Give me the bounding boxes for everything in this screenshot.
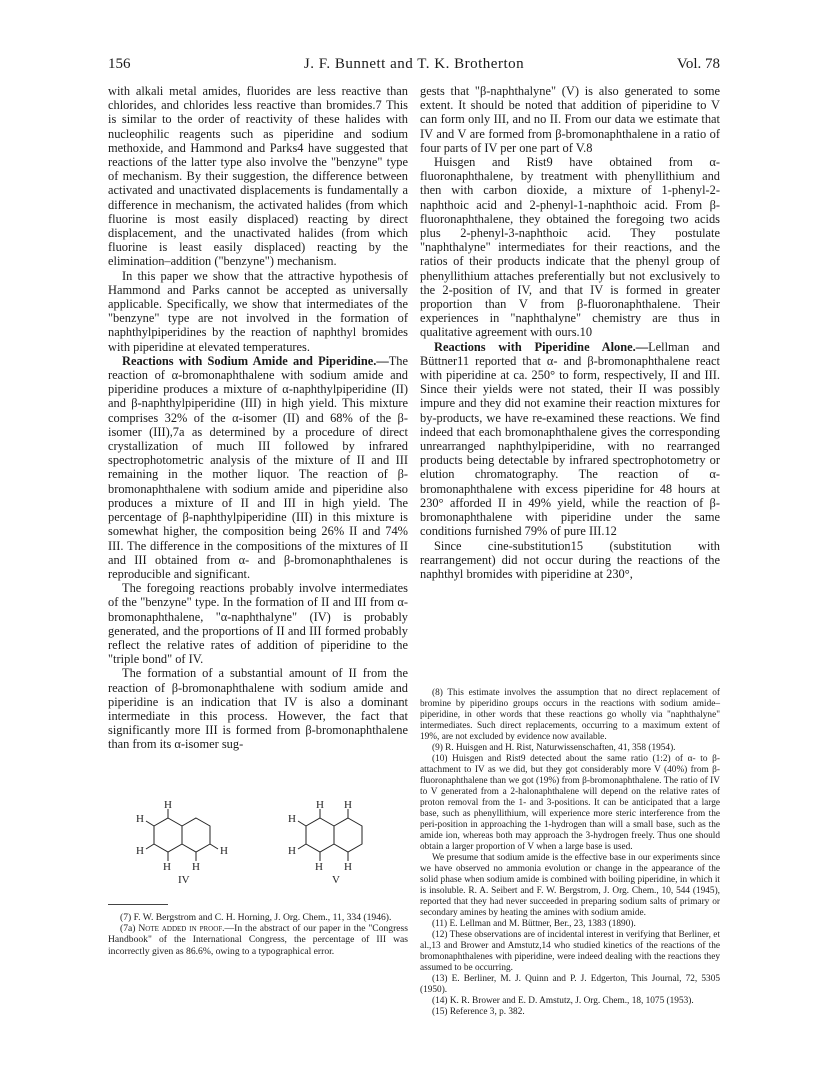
footnote: (7) F. W. Bergstrom and C. H. Horning, J. Org. Chem., 11, 334 (1946).: [120, 912, 392, 923]
atom-label-h: H: [315, 861, 323, 873]
page-number: 156: [108, 56, 131, 72]
atom-label-h: H: [192, 861, 200, 873]
paragraph: gests that "β-naphthalyne" (V) is also generated to some extent. It should be noted that addition of piperidine to V can form only III, and no II. From our data we estimate that IV and V are formed from β-bromonaphthalene in a ratio of four parts of IV per one part of V.8: [420, 84, 720, 155]
paragraph: with alkali metal amides, fluorides are less reactive than chlorides, and chlorides less reactive than bromides.7 This is similar to the order of reactivity of these halides with nucleophilic reagents such as piperidine and sodium methoxide, and Hammond and Parks4 have suggested that reactions of the latter type also involve the "benzyne" type of mechanism. By their suggestion, the difference between activated and unactivated displacements is fundamentally a difference in mechanism, the activated halides (from which fluorine is most easily displaced) reacting by direct displacement, and the unactivated halides (from which fluorine is least easily displaced) reacting by the elimination–addition ("benzyne") mechanism.: [108, 84, 408, 269]
footnote: (14) K. R. Brower and E. D. Amstutz, J. Org. Chem., 18, 1075 (1953).: [432, 996, 694, 1006]
section-heading: Reactions with Sodium Amide and Piperidine.—: [122, 353, 389, 368]
paragraph: The formation of a substantial amount of II from the reaction of β-bromonaphthalene with sodium amide and piperidine is an indication that IV is also a dominant intermediate in this process. However, the fact that significantly more III is formed from β-bromonaphthalene than from its α-isomer sug-: [108, 666, 408, 752]
structure-v: [298, 809, 362, 861]
section-heading: Reactions with Piperidine Alone.—: [434, 339, 649, 354]
atom-label-h: H: [164, 800, 172, 811]
right-footnotes: [420, 688, 720, 1018]
atom-label-h: H: [288, 813, 296, 825]
footnote: (15) Reference 3, p. 382.: [432, 1007, 525, 1017]
paragraph: In this paper we show that the attractive hypothesis of Hammond and Parks cannot be accepted as universally applicable. Specifically, we show that intermediates of the "benzyne" type are not involved in the formation of naphthylpiperidines by the reaction of naphthyl bromides with piperidine at elevated temperatures.: [108, 268, 408, 354]
structure-label-v: V: [332, 874, 340, 884]
footnote: (9) R. Huisgen and H. Rist, Naturwissenschaften, 41, 358 (1954).: [432, 743, 676, 753]
footnote: (11) E. Lellman and M. Büttner, Ber., 23, 1383 (1890).: [432, 919, 636, 929]
running-header: [108, 56, 720, 78]
atom-label-h: H: [163, 861, 171, 873]
atom-label-h: H: [344, 800, 352, 811]
footnote-text: —In the abstract of our paper in the "Congress Handbook" of the International Congress, the percentage of III was incorrectly given as 86.6%, owing to a typographical error.: [108, 923, 409, 957]
atom-label-h: H: [220, 845, 228, 857]
right-column: [420, 84, 720, 581]
footnote: (12) These observations are of incidental interest in verifying that Berliner, et al.,13 and Brower and Amstutz,14 who studied kinetics of the reactions of the bromonaphthalenes with piperidine, were indeed dealing with the reactions they assumed to be occurring.: [420, 930, 720, 973]
paragraph: [108, 354, 408, 581]
footnote: (10) Huisgen and Rist9 detected about the same ratio (1:2) of α- to β-attachment to IV as we did, but they got considerably more V (40%) from β-fluoronaphthalene than we got (19%) from β-bromonaphthalene. The ratio of IV to V generated from a 2-halonaphthalene will depend on the relative rates of proton removal from the 1- and 3-positions. It can be anticipated that a large base, such as phenyllithium, will experience more steric interference from the peri-position in approaching the 1-hydrogen than will a small base, such as the amide ion, whereas both may approach the 3-hydrogen freely. Thus one should obtain a larger proportion of V when a large base is used.: [420, 754, 720, 852]
footnote: [108, 923, 408, 957]
structure-label-iv: IV: [178, 874, 190, 884]
paragraph: Huisgen and Rist9 have obtained from α-fluoronaphthalene, by treatment with phenyllithium and then with carbon dioxide, a mixture of 1-phenyl-2-naphthoic acid and 2-phenyl-1-naphthoic acid. From β-fluoronaphthalene, they obtained the foregoing two acids plus 2-phenyl-3-naphthoic acid. They postulate "naphthalyne" intermediates for their reactions, and the ratios of their products indicate that the phenyl group of phenyllithium attaches preferentially but not exclusively to the 2-position of IV, and that IV is formed in greater proportion than V from β-fluoronaphthalene. Their experiences in "naphthalyne" chemistry are thus in qualitative agreement with ours.10: [420, 155, 720, 340]
atom-label-h: H: [136, 845, 144, 857]
left-column: [108, 84, 408, 752]
paragraph-text: Lellman and Büttner11 reported that α- and β-bromonaphthalene react with piperidine at ca. 250° to form, respectively, II and III. Since their yields were not stated, their II was possibly impure and they did not examine their reaction mixtures for by-products, we have re-examined these reactions. We find indeed that each bromonaphthalene gives the corresponding unrearranged naphthylpiperidine, with no rearranged products being detectable by infrared spectrophotometry or elution chromatography. The reaction of α-bromonaphthalene with excess piperidine for 48 hours at 230° afforded II in 49% yield, while the reaction of β-bromonaphthalene with piperidine under the same conditions furnished 79% of pure III.12: [420, 339, 721, 539]
atom-label-h: H: [344, 861, 352, 873]
naphthalyne-structures: [108, 800, 408, 884]
running-title: J. F. Bunnett and T. K. Brotherton: [303, 56, 525, 72]
atom-label-h: H: [288, 845, 296, 857]
footnote-number: (7a): [120, 923, 139, 935]
footnote: (8) This estimate involves the assumption that no direct replacement of bromine by piperidino groups occurs in the reactions with sodium amide–piperidine, in other words that these reactions go wholly via "naphthalyne" intermediates. Such direct replacements, occurring to a maximum extent of 19%, are not excluded by evidence now available.: [420, 688, 720, 742]
atom-label-h: H: [136, 813, 144, 825]
paragraph-text: The reaction of α-bromonaphthalene with sodium amide and piperidine produces a mixture of α-naphthylpiperidine (II) and β-naphthylpiperidine (III) in high yield. This mixture comprises 32% of the α-isomer (II) and 68% of the β-isomer (III),7a as determined by a procedure of direct crystallization of much III followed by infrared spectrophotometric analysis of the mixture of II and III remaining in the mother liquor. The reaction of β-bromonaphthalene with sodium amide and piperidine also produces a mixture of II and III in high yield. The percentage of β-naphthylpiperidine (III) in this mixture is somewhat higher, the composition being 26% II and 74% III. The difference in the compositions of the mixtures of II and III obtained from α- and β-bromonaphthalenes is reproducible and significant.: [108, 353, 408, 581]
structure-iv: [146, 809, 218, 861]
left-footnotes: [108, 912, 408, 957]
proof-note-label: Note added in proof.: [138, 923, 225, 935]
footnote: We presume that sodium amide is the effective base in our experiments since we have observed no ammonia evolution or change in the appearance of the solid phase when sodium amide is combined with boiling piperidine, in which it is insoluble. R. A. Seibert and F. W. Bergstrom, J. Org. Chem., 10, 544 (1945), reported that they had never succeeded in preparing sodium salts of primary or secondary amines by heating the amines with sodium amide.: [420, 853, 720, 918]
paragraph: [420, 340, 720, 539]
volume-label: Vol. 78: [676, 56, 720, 72]
paragraph: Since cine-substitution15 (substitution with rearrangement) did not occur during the reactions of the naphthyl bromides with piperidine at 230°,: [420, 538, 720, 581]
atom-label-h: H: [316, 800, 324, 811]
footnote: (13) E. Berliner, M. J. Quinn and P. J. Edgerton, This Journal, 72, 5305 (1950).: [420, 974, 720, 995]
paragraph: The foregoing reactions probably involve intermediates of the "benzyne" type. In the formation of II and III from α-bromonaphthalene, "α-naphthalyne" (IV) is probably generated, and the proportions of II and III formed probably reflect the relative rates of addition of piperidine to the "triple bond" of IV.: [108, 581, 408, 667]
footnote-rule: [108, 904, 168, 905]
